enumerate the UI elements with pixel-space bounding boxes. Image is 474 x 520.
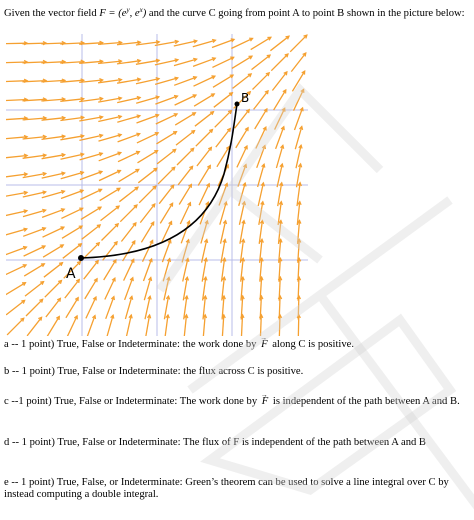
field-arrow (279, 315, 280, 336)
field-arrow (139, 186, 156, 203)
field-arrow (137, 133, 158, 143)
question-c (4, 396, 470, 408)
field-arrow (178, 166, 193, 185)
field-arrow (84, 261, 99, 280)
formula-end: ) (142, 8, 147, 19)
field-arrow (253, 73, 270, 90)
field-arrow (216, 129, 231, 148)
field-arrow (100, 188, 120, 200)
field-arrow (102, 224, 119, 241)
point-b-dot (235, 102, 240, 107)
field-arrow (7, 318, 24, 335)
field-arrow (43, 245, 63, 257)
field-arrow (107, 315, 114, 336)
field-arrow (6, 192, 27, 196)
field-arrow (65, 280, 80, 299)
point-a-dot (78, 255, 84, 261)
field-arrow (45, 281, 62, 298)
field-arrow (236, 128, 248, 148)
field-arrow (270, 36, 289, 51)
formula-start: F = (e (99, 8, 127, 19)
label-b: B (241, 91, 250, 105)
field-arrow (213, 75, 233, 87)
curve-c (81, 104, 237, 258)
field-arrow (298, 315, 299, 336)
field-arrow (80, 189, 101, 199)
field-arrow (233, 74, 252, 89)
field-arrow (194, 94, 214, 106)
field-arrow (215, 111, 232, 128)
field-arrow (179, 184, 191, 204)
field-arrow (254, 91, 269, 110)
field-arrow (25, 282, 44, 297)
formula-middle: , e (129, 8, 140, 19)
field-arrow (214, 93, 233, 108)
field-arrow (126, 315, 131, 336)
field-arrow (61, 208, 82, 218)
field-arrow (87, 316, 95, 337)
field-arrow (104, 260, 116, 280)
field-arrow (66, 298, 78, 318)
field-arrow (156, 132, 176, 144)
question-b: b -- 1 point) True, False or Indeterminate: the flux across C is positive. (4, 366, 304, 377)
field-arrow (6, 247, 27, 255)
field-arrow (138, 168, 157, 183)
field-arrow (159, 185, 174, 204)
question-e: e -- 1 point) True, False, or Indeterminate: Green’s theorem can be used to solve a line integral over C by instead computing a double integral. (4, 477, 449, 500)
field-arrow (6, 265, 26, 275)
field-arrow (140, 204, 155, 223)
label-a: A (66, 266, 76, 282)
question-d: d -- 1 point) True, False or Indeterminate: The flux of F is independent of the path between A and B (4, 437, 427, 448)
field-arrow (165, 315, 168, 336)
field-arrow (27, 317, 41, 336)
field-arrow (24, 264, 44, 276)
field-arrow (212, 57, 233, 67)
field-arrow (141, 222, 153, 242)
field-arrow (294, 89, 304, 110)
field-arrow (62, 226, 82, 238)
field-arrow (157, 149, 176, 164)
field-arrow (235, 110, 250, 129)
field-arrow (81, 207, 101, 219)
vector-field-figure (6, 34, 308, 336)
question-c-end: is independent of the path between A and B. (270, 396, 460, 407)
field-arrow (175, 113, 195, 125)
field-arrow (198, 166, 210, 186)
field-arrow (195, 112, 214, 127)
intro-text-start: Given the vector field (4, 8, 100, 19)
field-arrow (82, 225, 101, 240)
field-arrow (146, 315, 150, 336)
question-c-start: c --1 point) True, False or Indeterminate: The work done by (4, 396, 260, 407)
exponent-y: y (126, 6, 130, 14)
field-arrow (138, 151, 158, 163)
field-arrow (67, 316, 77, 336)
field-arrow (120, 205, 137, 222)
field-arrow (274, 90, 286, 110)
vector-field-arrows (6, 35, 307, 336)
field-arrow (46, 298, 61, 317)
question-a (4, 339, 470, 351)
field-arrow (272, 72, 287, 91)
f-vector-symbol-2: → F (260, 396, 270, 407)
field-arrow (6, 229, 27, 236)
field-arrow (6, 300, 25, 315)
field-arrow (176, 131, 195, 146)
field-arrow (160, 203, 172, 223)
field-arrow (143, 240, 153, 261)
field-arrow (121, 223, 135, 242)
field-arrow (6, 211, 27, 216)
field-arrow (231, 38, 252, 48)
field-arrow (124, 259, 134, 280)
field-arrow (119, 187, 138, 202)
field-arrow (26, 299, 43, 316)
field-arrow (103, 242, 118, 261)
field-arrow (252, 55, 271, 70)
field-arrow (292, 71, 304, 91)
exponent-x: x (139, 6, 143, 14)
field-arrow (44, 263, 63, 278)
field-arrow (63, 244, 82, 258)
vector-field-formula (99, 8, 146, 19)
field-arrow (119, 169, 139, 181)
field-arrow (6, 283, 26, 295)
intro-text-end: and the curve C going from point A to point B shown in the picture below: (146, 8, 465, 19)
field-arrow (85, 279, 97, 299)
field-arrow (275, 108, 285, 129)
field-arrow (255, 109, 267, 129)
field-arrow (232, 56, 252, 68)
field-arrow (196, 130, 213, 147)
problem-statement (4, 4, 472, 20)
field-arrow (47, 317, 59, 337)
field-arrow (290, 35, 307, 52)
field-arrow (251, 37, 271, 49)
f-vector-symbol: → F (259, 339, 269, 350)
field-arrow (199, 184, 209, 205)
field-arrow (291, 53, 306, 72)
question-a-end: along C is positive. (269, 339, 355, 350)
field-arrow (101, 206, 120, 221)
question-a-start: a -- 1 point) True, False or Indeterminate: the work done by (4, 339, 260, 350)
field-arrow (6, 174, 27, 177)
field-arrow (177, 148, 194, 165)
field-arrow (197, 147, 212, 166)
field-arrow (271, 54, 288, 71)
field-arrow (156, 114, 177, 124)
field-arrow (158, 167, 175, 184)
